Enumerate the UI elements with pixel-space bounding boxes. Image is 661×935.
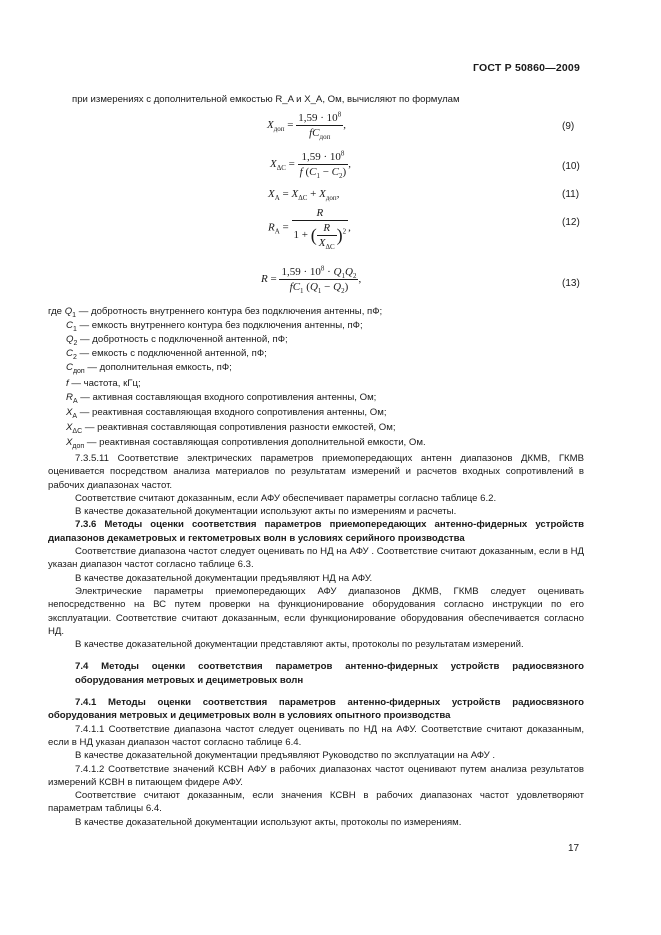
legend-item: $C_2$ — емкость с подключенной антенной, пФ;	[66, 348, 267, 361]
legend-text: — активная составляющая входного сопротивления антенны, Ом;	[80, 392, 377, 403]
formula-10: $X_{\Delta C}$ = $\frac{1,59 \cdot 10^8}{f (C_1 - C_2)}$ ,	[270, 149, 351, 181]
section-heading: 7.4.1 Методы оценки соответствия параметров антенно-фидерных устройств радиосвязного оборудования метровых и дециметровых волн в условиях опытного производства	[48, 697, 584, 722]
paragraph: В качестве доказательной документации предъявляют Руководство по эксплуатации на АФУ .	[75, 750, 496, 762]
legend-text: — реактивная составляющая сопротивления разности емкостей, Ом;	[84, 422, 396, 433]
legend-text: — дополнительная емкость, пФ;	[87, 362, 232, 373]
section-heading: 7.4 Методы оценки соответствия параметров антенно-фидерных устройств радиосвязного оборудования метровых и дециметровых волн	[75, 661, 584, 686]
formula-13: R = $\frac{1,59 \cdot 10^8 \cdot Q_1Q_2}{fC_1 (Q_1 - Q_2)}$ ,	[261, 264, 362, 296]
paragraph: 7.3.5.11 Соответствие электрических параметров приемопередающих антенн диапазонов ДКМВ, ГКМВ оценивается посредством анализа материалов по результатам измерений и расчетов входных сопротивлений в рабочих диапазонах частот.	[48, 453, 584, 491]
legend-item: где $Q_1$ — добротность внутреннего контура без подключения антенны, пФ;	[48, 306, 383, 319]
paragraph: Соответствие считают доказанным, если значения КСВН в рабочих диапазонах частот удовлетворяют параметрам таблицы 6.4.	[48, 790, 584, 815]
legend-text: — добротность внутреннего контура без подключения антенны, пФ;	[78, 306, 383, 317]
formula-number-12: (12)	[562, 217, 580, 228]
legend-item: $C_1$ — емкость внутреннего контура без подключения антенны, пФ;	[66, 320, 363, 333]
page-number: 17	[568, 843, 580, 854]
legend-prefix: где	[48, 306, 63, 317]
intro-text: при измерениях с дополнительной емкостью R_A и X_A, Ом, вычисляют по формулам	[72, 94, 460, 105]
legend-text: — емкость с подключенной антенной, пФ;	[79, 348, 267, 359]
legend-item: $C_{доп}$ — дополнительная емкость, пФ;	[66, 362, 232, 375]
legend-item: $R_A$ — активная составляющая входного сопротивления антенны, Ом;	[66, 392, 377, 405]
paragraph: Соответствие диапазона частот следует оценивать по НД на АФУ . Соответствие считают доказанным, если в НД указан диапазон частот согласно таблице 6.3.	[48, 546, 584, 571]
legend-item: $X_{доп}$ — реактивная составляющая сопротивления дополнительной емкости, Ом.	[66, 437, 426, 450]
legend-item: $Q_2$ — добротность с подключенной антенной, пФ;	[66, 334, 288, 347]
paragraph: Соответствие считают доказанным, если АФУ обеспечивает параметры согласно таблице 6.2.	[75, 492, 497, 504]
standard-number: ГОСТ Р 50860—2009	[473, 62, 581, 74]
legend-text: — частота, кГц;	[71, 378, 141, 389]
formula-number-11: (11)	[562, 189, 580, 200]
formula-11: $X_A = X_{\Delta C} + X_{доп}$,	[268, 188, 340, 203]
formula-12: $R_A$ = R 1 + ( $\frac{R}{X_{\Delta C}}$ )$^2$ ,	[268, 207, 351, 252]
legend-text: — добротность с подключенной антенной, пФ;	[80, 334, 288, 345]
paragraph: 7.4.1.2 Соответствие значений КСВН АФУ в рабочих диапазонах частот оценивают путем анализа результатов измерений КСВН в питающем фидере АФУ.	[48, 763, 584, 788]
paragraph: В качестве доказательной документации используют акты, протоколы по измерениям.	[75, 816, 462, 828]
legend-text: — реактивная составляющая сопротивления дополнительной емкости, Ом.	[86, 437, 426, 448]
section-heading: 7.3.6 Методы оценки соответствия параметров приемопередающих антенно-фидерных устройств диапазонов декаметровых и гектометровых волн в условиях серийного производства	[48, 519, 584, 544]
paragraph: В качестве доказательной документации используют акты по измерениям и расчеты.	[75, 506, 457, 518]
formula-intro	[72, 94, 460, 105]
legend-text: — емкость внутреннего контура без подключения антенны, пФ;	[79, 320, 363, 331]
body-text	[48, 452, 584, 829]
formula-number-9: (9)	[562, 121, 575, 132]
legend-item: $X_A$ — реактивная составляющая входного сопротивления антенны, Ом;	[66, 407, 387, 420]
paragraph: В качестве доказательной документации представляют акты, протоколы по результатам измерений.	[75, 639, 524, 651]
formula-number-13: (13)	[562, 278, 580, 289]
paragraph: Электрические параметры приемопередающих АФУ диапазонов ДКМВ, ГКМВ следует оценивать непосредственно на ВС путем проверки на функционирование оборудования согласно инструкции по его эксплуатации. Соответствие считают доказанным, если функционирование оборудования обеспечивается согласно НД.	[48, 585, 584, 637]
paragraph: В качестве доказательной документации предъявляют НД на АФУ.	[75, 572, 373, 584]
legend-item: f — частота, кГц;	[66, 378, 141, 389]
formula-number-10: (10)	[562, 161, 580, 172]
legend-text: — реактивная составляющая входного сопротивления антенны, Ом;	[79, 407, 387, 418]
formula-9: $X_{доп}$ = $\frac{1,59 \cdot 10^8}{fC_{доп}}$ ,	[267, 110, 346, 142]
legend-item: $X_{\Delta C}$ — реактивная составляющая сопротивления разности емкостей, Ом;	[66, 422, 396, 435]
paragraph: 7.4.1.1 Соответствие диапазона частот следует оценивать по НД на АФУ. Соответствие считают доказанным, если в НД указан диапазон частот согласно таблице 6.4.	[48, 723, 584, 748]
